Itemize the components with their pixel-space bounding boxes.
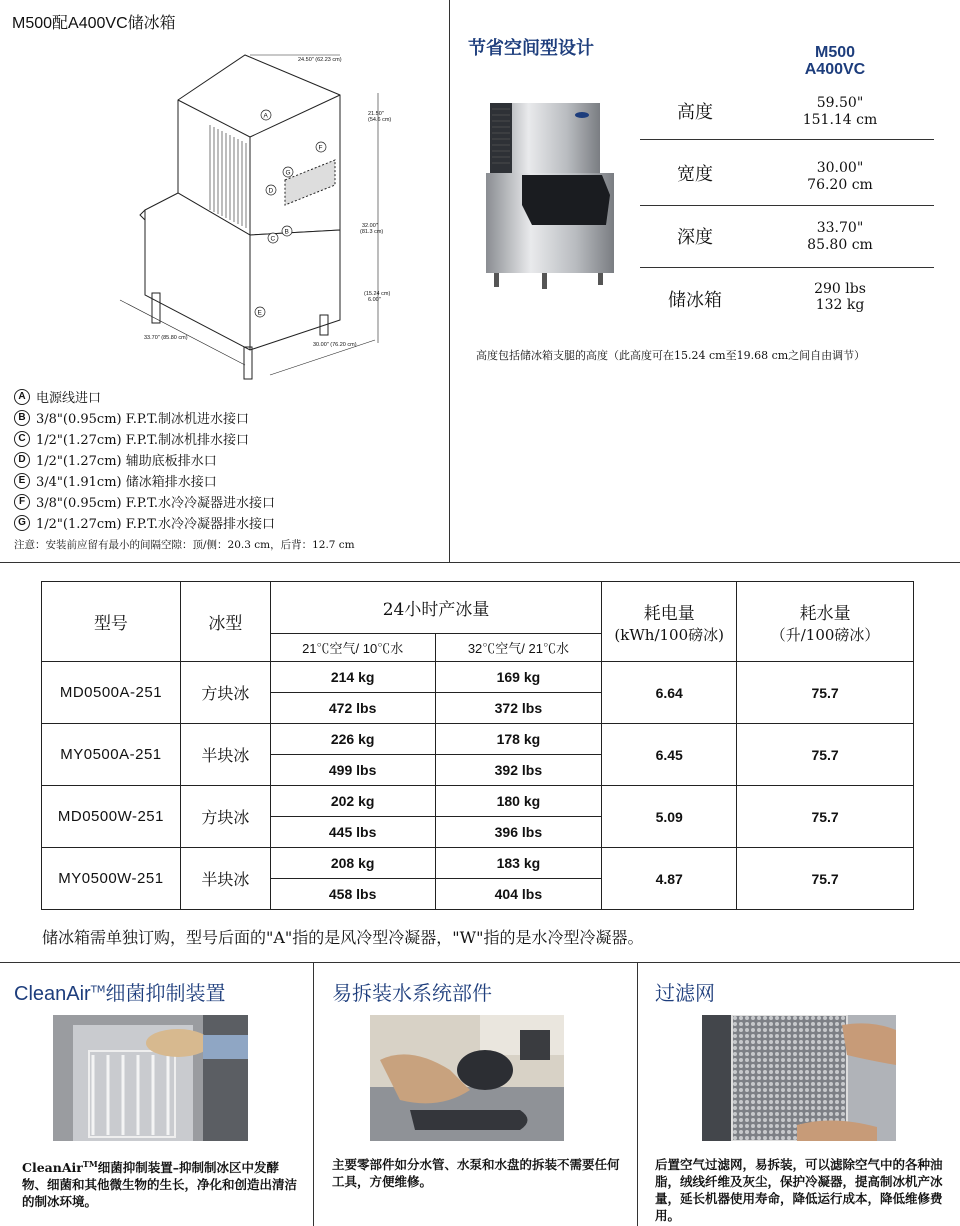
cell-a-lbs: 458 lbs — [270, 879, 435, 910]
cell-a-lbs: 499 lbs — [270, 755, 435, 786]
height-note: 高度包括储冰箱支腿的高度（此高度可在15.24 cm至19.68 cm之间自由调节） — [476, 349, 866, 362]
cell-a-kg: 202 kg — [270, 786, 435, 817]
feature-desc-text: 细菌抑制装置–抑制制冰区中发酵物、细菌和其他微生物的生长，净化和创造出清洁的制冰环境。 — [22, 1160, 298, 1210]
spec-value-in: 59.50" — [816, 95, 864, 111]
svg-text:B: B — [284, 228, 289, 236]
table-row — [42, 662, 914, 693]
connection-text: 3/4"(1.91cm) 储冰箱排水接口 — [36, 475, 217, 490]
connection-list — [14, 386, 434, 533]
svg-text:F: F — [318, 144, 323, 152]
connection-letter: F — [14, 494, 30, 510]
header-cond2: 32℃空气/ 21℃水 — [435, 634, 602, 662]
cell-b-lbs: 404 lbs — [435, 879, 602, 910]
spec-row-bin — [640, 268, 934, 330]
header-water-unit: （升/100磅冰） — [770, 625, 880, 644]
cell-model: MY0500A-251 — [42, 724, 181, 786]
cell-ice: 半块冰 — [180, 848, 270, 910]
connection-letter: G — [14, 515, 30, 531]
connection-item — [14, 449, 434, 470]
connection-text: 3/8"(0.95cm) F.P.T.水冷冷凝器进水接口 — [36, 496, 275, 511]
feature-title-water-system: 易拆装水系统部件 — [332, 981, 492, 1005]
feature-divider — [637, 962, 638, 1226]
dim-leg-height-cm: (15.24 cm) — [364, 291, 391, 297]
header-ice: 冰型 — [180, 582, 270, 662]
cell-power: 5.09 — [602, 786, 737, 848]
dim-head-height-cm: (54.6 cm) — [368, 117, 392, 123]
cell-model: MY0500W-251 — [42, 848, 181, 910]
connection-letter: D — [14, 452, 30, 468]
connection-item — [14, 512, 434, 533]
cell-ice: 半块冰 — [180, 724, 270, 786]
cell-a-kg: 226 kg — [270, 724, 435, 755]
model-line1: M500 — [814, 44, 856, 61]
cell-a-kg: 214 kg — [270, 662, 435, 693]
connection-text: 3/8"(0.95cm) F.P.T.制冰机进水接口 — [36, 412, 249, 427]
horizontal-divider — [0, 562, 960, 563]
cell-water: 75.7 — [737, 662, 914, 724]
spec-value-cm: 76.20 cm — [807, 177, 873, 193]
connection-text: 1/2"(1.27cm) 辅助底板排水口 — [36, 454, 217, 469]
feature-title-filter: 过滤网 — [655, 981, 715, 1005]
vertical-divider — [449, 0, 450, 562]
model-line2: A400VC — [804, 61, 866, 78]
header-power — [602, 582, 737, 662]
cell-b-kg: 178 kg — [435, 724, 602, 755]
connection-letter: B — [14, 410, 30, 426]
table-row — [42, 724, 914, 755]
cell-b-lbs: 392 lbs — [435, 755, 602, 786]
header-production: 24小时产冰量 — [270, 582, 602, 634]
dim-bin-height: 32.00" — [362, 223, 378, 229]
cell-water: 75.7 — [737, 848, 914, 910]
spec-label: 储冰箱 — [668, 290, 722, 311]
features-divider — [0, 962, 960, 963]
feature-desc-brand: CleanAir — [22, 1160, 83, 1176]
spec-row-depth — [640, 205, 934, 267]
svg-text:G: G — [285, 169, 291, 177]
connection-letter: E — [14, 473, 30, 489]
dim-width: 30.00" (76.20 cm) — [313, 342, 357, 348]
connection-item — [14, 428, 434, 449]
cleanair-photo — [53, 1015, 248, 1141]
cell-a-kg: 208 kg — [270, 848, 435, 879]
dimension-drawing — [110, 45, 410, 390]
drawing-title: M500配A400VC储冰箱 — [12, 15, 176, 32]
connection-item — [14, 491, 434, 512]
header-power-unit: (kWh/100磅冰) — [614, 625, 724, 644]
cell-model: MD0500W-251 — [42, 786, 181, 848]
cell-b-kg: 180 kg — [435, 786, 602, 817]
spec-label: 宽度 — [677, 164, 713, 185]
header-model: 型号 — [42, 582, 181, 662]
svg-text:C: C — [270, 235, 276, 243]
feature-title-cleanair — [14, 977, 225, 1006]
feature-desc-filter: 后置空气过滤网，易拆装，可以滤除空气中的各种油脂，绒线纤维及灰尘，保护冷凝器，提高制冰机产冰量，延长机器使用寿命，降低运行成本，降低维修费用。 — [655, 1157, 943, 1223]
table-row — [42, 848, 914, 879]
production-table — [41, 581, 914, 910]
spec-row-width — [640, 142, 934, 204]
cell-b-kg: 183 kg — [435, 848, 602, 879]
spec-value-cm: 151.14 cm — [802, 112, 878, 128]
feature-desc-cleanair — [22, 1156, 302, 1210]
spec-divider — [640, 139, 934, 140]
dim-leg-height: 6.00" — [368, 297, 381, 303]
svg-text:A: A — [263, 112, 268, 120]
filter-photo — [702, 1015, 896, 1141]
spec-row-height — [640, 80, 934, 142]
model-heading — [790, 44, 880, 78]
dim-width-top: 24.50" (62.23 cm) — [298, 57, 342, 63]
machine-photo — [482, 95, 617, 295]
header-cond1: 21℃空气/ 10℃水 — [270, 634, 435, 662]
cell-a-lbs: 445 lbs — [270, 817, 435, 848]
cell-b-kg: 169 kg — [435, 662, 602, 693]
cell-b-lbs: 372 lbs — [435, 693, 602, 724]
connection-item — [14, 407, 434, 428]
feature-desc-water-system: 主要零部件如分水管、水泵和水盘的拆装不需要任何工具，方便维修。 — [332, 1157, 620, 1189]
cell-power: 6.45 — [602, 724, 737, 786]
header-power-label: 耗电量 — [643, 603, 695, 624]
dim-bin-height-cm: (81.3 cm) — [360, 229, 384, 235]
dim-depth: 33.70" (85.80 cm) — [144, 335, 188, 341]
connection-item — [14, 386, 434, 407]
svg-text:D: D — [268, 187, 274, 195]
feature-title-rest: 细菌抑制装置 — [105, 981, 226, 1005]
spec-value-cm: 85.80 cm — [807, 237, 873, 253]
feature-desc-tm: TM — [82, 1159, 98, 1169]
dim-head-height: 21.50" — [368, 111, 384, 117]
spec-value-lbs: 290 lbs — [814, 281, 866, 297]
water-system-photo — [370, 1015, 564, 1141]
cell-a-lbs: 472 lbs — [270, 693, 435, 724]
connection-text: 1/2"(1.27cm) F.P.T.水冷冷凝器排水接口 — [36, 517, 275, 532]
cell-b-lbs: 396 lbs — [435, 817, 602, 848]
cell-water: 75.7 — [737, 786, 914, 848]
spec-value-kg: 132 kg — [815, 297, 865, 313]
connection-text: 1/2"(1.27cm) F.P.T.制冰机排水接口 — [36, 433, 249, 448]
feature-title-brand: CleanAir — [14, 983, 91, 1005]
connection-letter: A — [14, 389, 30, 405]
cell-ice: 方块冰 — [180, 786, 270, 848]
cell-power: 6.64 — [602, 662, 737, 724]
cell-ice: 方块冰 — [180, 662, 270, 724]
connection-item — [14, 470, 434, 491]
cell-model: MD0500A-251 — [42, 662, 181, 724]
clearance-note: 注意：安装前应留有最小的间隔空隙：顶/侧：20.3 cm，后背：12.7 cm — [14, 539, 355, 551]
cell-power: 4.87 — [602, 848, 737, 910]
spec-value-in: 33.70" — [816, 220, 864, 236]
table-row — [42, 786, 914, 817]
feature-title-tm: TM — [90, 984, 106, 996]
connection-letter: C — [14, 431, 30, 447]
spec-label: 深度 — [677, 227, 713, 248]
spec-label: 高度 — [677, 102, 713, 123]
svg-text:E: E — [257, 309, 262, 317]
header-water — [737, 582, 914, 662]
connection-text: 电源线进口 — [36, 391, 102, 406]
table-note: 储冰箱需单独订购，型号后面的"A"指的是风冷型冷凝器，"W"指的是水冷型冷凝器。 — [42, 928, 644, 947]
section-title: 节省空间型设计 — [468, 38, 594, 59]
feature-divider — [313, 962, 314, 1226]
spec-value-in: 30.00" — [816, 160, 864, 176]
header-water-label: 耗水量 — [799, 603, 851, 624]
cell-water: 75.7 — [737, 724, 914, 786]
